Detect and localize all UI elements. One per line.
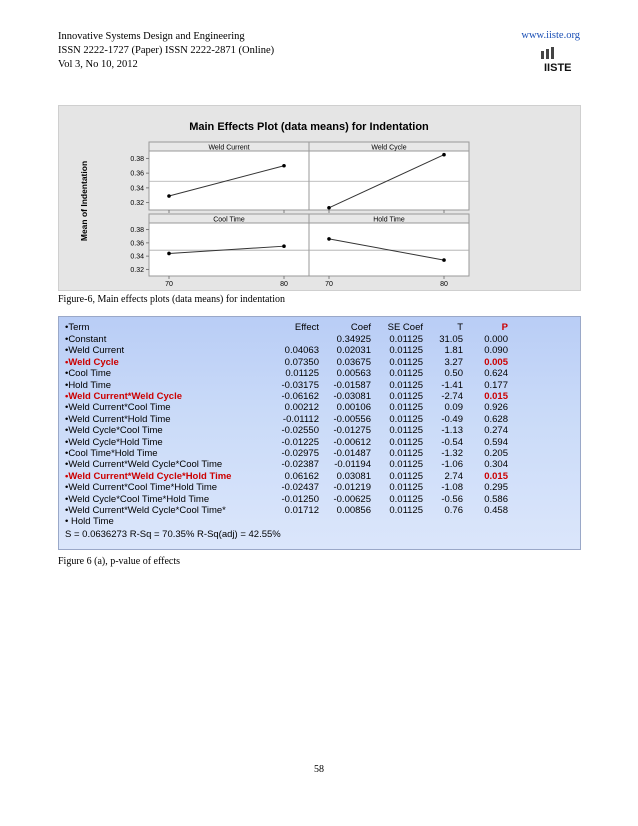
data-point	[282, 164, 286, 168]
term-cell: •Constant	[65, 334, 107, 345]
table-row	[59, 471, 580, 483]
coef-cell: -0.01487	[333, 448, 371, 459]
effect-cell: -0.03175	[281, 379, 319, 391]
table-row	[59, 334, 580, 346]
coef-cell: -0.00625	[333, 493, 371, 505]
t-cell: 31.05	[439, 334, 463, 345]
se-coef-cell: 0.01125	[389, 482, 423, 494]
panel-label: Weld Current	[208, 144, 250, 152]
table-row	[59, 414, 580, 426]
t-cell: -1.08	[441, 482, 463, 494]
table-row	[59, 459, 580, 471]
y-tick-label: 0.34	[130, 253, 144, 261]
table-row	[59, 505, 580, 517]
col-t: T	[457, 322, 463, 333]
iiste-logo	[541, 47, 579, 73]
table-header-row	[59, 322, 580, 334]
data-point	[442, 153, 446, 157]
effects-table	[58, 316, 581, 550]
p-cell: 0.586	[484, 493, 508, 505]
se-coef-cell: 0.01125	[389, 459, 423, 471]
table-row	[59, 380, 580, 392]
p-cell: 0.015	[484, 470, 508, 482]
effect-cell: -0.01112	[282, 413, 319, 425]
table-row	[59, 482, 580, 494]
coef-cell: -0.01275	[333, 425, 371, 437]
table-row	[59, 516, 580, 528]
page-number: 58	[314, 764, 324, 775]
term-cell: •Weld Cycle	[65, 356, 119, 368]
p-cell: 0.000	[484, 334, 508, 345]
issn-line: ISSN 2222-1727 (Paper) ISSN 2222-2871 (Online)	[58, 45, 275, 56]
y-tick-label: 0.36	[130, 170, 144, 178]
coef-cell: 0.00563	[336, 368, 371, 380]
plot-svg	[59, 106, 580, 290]
se-coef-cell: 0.01125	[389, 436, 423, 448]
table-row	[59, 368, 580, 380]
t-cell: -1.41	[441, 379, 463, 391]
panel-label: Hold Time	[373, 216, 405, 224]
coef-cell: -0.01194	[334, 459, 371, 471]
coef-cell: -0.00612	[333, 436, 371, 448]
se-coef-cell: 0.01125	[389, 402, 423, 414]
coef-cell: 0.00856	[336, 505, 371, 516]
effect-cell: -0.02437	[281, 482, 319, 494]
coef-cell: 0.00106	[336, 402, 371, 414]
panel-label: Weld Cycle	[371, 144, 407, 152]
main-effects-plot	[58, 105, 581, 291]
table-row	[59, 448, 580, 460]
y-tick-label: 0.38	[130, 155, 144, 163]
term-cell: •Weld Current*Weld Cycle	[65, 391, 183, 402]
effect-cell: -0.01225	[281, 436, 319, 448]
p-cell: 0.458	[484, 505, 508, 516]
coef-cell: 0.03675	[336, 356, 371, 368]
se-coef-cell: 0.01125	[389, 470, 423, 482]
p-cell: 0.005	[484, 356, 508, 368]
panel-frame	[149, 142, 309, 210]
data-point	[167, 252, 171, 256]
data-point	[327, 206, 331, 210]
journal-title: Innovative Systems Design and Engineering	[58, 31, 245, 42]
term-cell: •Weld Current*Cool Time*Hold Time	[65, 482, 218, 494]
effect-cell: -0.06162	[281, 391, 319, 402]
term-cell: •Weld Current	[65, 345, 125, 357]
table-row	[59, 402, 580, 414]
data-point	[442, 258, 446, 262]
t-cell: -0.54	[441, 436, 463, 448]
p-cell: 0.015	[484, 391, 508, 402]
t-cell: 3.27	[444, 356, 463, 368]
col-effect: Effect	[294, 322, 319, 333]
effect-cell: -0.01250	[281, 493, 319, 505]
x-tick-label: 70	[325, 281, 333, 288]
se-coef-cell: 0.01125	[389, 493, 423, 505]
plot-ylabel: Mean of Indentation	[79, 160, 89, 242]
col-se-coef: SE Coef	[387, 322, 423, 333]
t-cell: -2.74	[441, 391, 463, 402]
term-cell: •Weld Current*Weld Cycle*Cool Time	[65, 459, 223, 471]
plot-title: Main Effects Plot (data means) for Indentation	[189, 121, 429, 133]
term-cell: •Weld Cycle*Cool Time*Hold Time	[65, 493, 210, 505]
term-cell: •Weld Cycle*Cool Time	[65, 425, 163, 437]
table-row	[59, 345, 580, 357]
effect-cell: 0.01712	[284, 505, 319, 516]
se-coef-cell: 0.01125	[389, 334, 423, 345]
t-cell: -0.49	[441, 413, 463, 425]
table-row	[59, 357, 580, 369]
coef-cell: 0.34925	[336, 334, 371, 345]
data-point	[282, 244, 286, 248]
coef-cell: -0.00556	[333, 413, 371, 425]
table-caption: Figure 6 (a), p-value of effects	[58, 556, 180, 567]
se-coef-cell: 0.01125	[389, 345, 423, 357]
p-cell: 0.926	[484, 402, 508, 414]
t-cell: 2.74	[444, 470, 463, 482]
panel-label: Cool Time	[213, 216, 245, 224]
p-cell: 0.177	[484, 379, 508, 391]
effect-cell: 0.01125	[285, 368, 319, 380]
y-tick-label: 0.34	[130, 185, 144, 193]
y-tick-label: 0.36	[130, 240, 144, 248]
panel-frame	[309, 142, 469, 210]
p-cell: 0.090	[484, 345, 508, 357]
t-cell: 0.50	[444, 368, 463, 380]
p-cell: 0.295	[484, 482, 508, 494]
table-row	[59, 437, 580, 449]
coef-cell: -0.03081	[333, 391, 371, 402]
term-cell: •Weld Current*Cool Time	[65, 402, 171, 414]
p-cell: 0.205	[484, 448, 508, 459]
table-row	[59, 425, 580, 437]
term-cell: •Weld Current*Weld Cycle*Hold Time	[65, 470, 232, 482]
se-coef-cell: 0.01125	[389, 448, 423, 459]
term-cell: •Weld Current*Hold Time	[65, 413, 171, 425]
regression-summary: S = 0.0636273 R-Sq = 70.35% R-Sq(adj) = 42.55%	[65, 529, 281, 540]
y-tick-label: 0.38	[130, 227, 144, 235]
term-cell: • Hold Time	[65, 516, 114, 528]
effect-cell: 0.00212	[284, 402, 319, 414]
term-cell: •Hold Time	[65, 379, 112, 391]
table-row	[59, 494, 580, 506]
x-tick-label: 80	[440, 281, 448, 288]
website-link[interactable]: www.iiste.org	[521, 30, 580, 41]
effect-cell: -0.02387	[281, 459, 319, 471]
y-tick-label: 0.32	[130, 266, 144, 274]
x-tick-label: 70	[165, 281, 173, 288]
term-cell: •Cool Time	[65, 368, 112, 380]
t-cell: 0.76	[444, 505, 463, 516]
y-tick-label: 0.32	[130, 200, 144, 208]
t-cell: -1.06	[441, 459, 463, 471]
effect-cell: -0.02975	[281, 448, 319, 459]
t-cell: -0.56	[441, 493, 463, 505]
data-point	[327, 237, 331, 241]
t-cell: -1.32	[441, 448, 463, 459]
se-coef-cell: 0.01125	[389, 391, 423, 402]
term-cell: •Weld Cycle*Hold Time	[65, 436, 163, 448]
x-tick-label: 80	[280, 281, 288, 288]
coef-cell: 0.02031	[336, 345, 371, 357]
t-cell: -1.13	[441, 425, 463, 437]
table-row	[59, 391, 580, 403]
col-coef: Coef	[350, 322, 371, 333]
col-p: P	[501, 322, 508, 333]
p-cell: 0.304	[484, 459, 508, 471]
t-cell: 1.81	[444, 345, 463, 357]
term-cell: •Cool Time*Hold Time	[65, 448, 158, 459]
term-cell: •Weld Current*Weld Cycle*Cool Time*	[65, 505, 226, 516]
coef-cell: 0.03081	[336, 470, 371, 482]
svg-text:IISTE: IISTE	[544, 62, 572, 73]
col-term: •Term	[65, 322, 90, 333]
coef-cell: -0.01587	[333, 379, 371, 391]
coef-cell: -0.01219	[333, 482, 371, 494]
effect-cell: 0.04063	[284, 345, 319, 357]
effect-cell: 0.06162	[284, 470, 319, 482]
t-cell: 0.09	[444, 402, 463, 414]
p-cell: 0.594	[484, 436, 508, 448]
se-coef-cell: 0.01125	[389, 505, 423, 516]
se-coef-cell: 0.01125	[389, 356, 423, 368]
se-coef-cell: 0.01125	[389, 379, 423, 391]
p-cell: 0.274	[484, 425, 508, 437]
se-coef-cell: 0.01125	[389, 368, 423, 380]
p-cell: 0.628	[484, 413, 508, 425]
figure-caption: Figure-6, Main effects plots (data means) for indentation	[58, 294, 285, 305]
p-cell: 0.624	[484, 368, 508, 380]
se-coef-cell: 0.01125	[389, 425, 423, 437]
volume-line: Vol 3, No 10, 2012	[58, 59, 138, 70]
effect-cell: -0.02550	[281, 425, 319, 437]
effect-cell: 0.07350	[284, 356, 319, 368]
data-point	[167, 194, 171, 198]
se-coef-cell: 0.01125	[389, 413, 423, 425]
